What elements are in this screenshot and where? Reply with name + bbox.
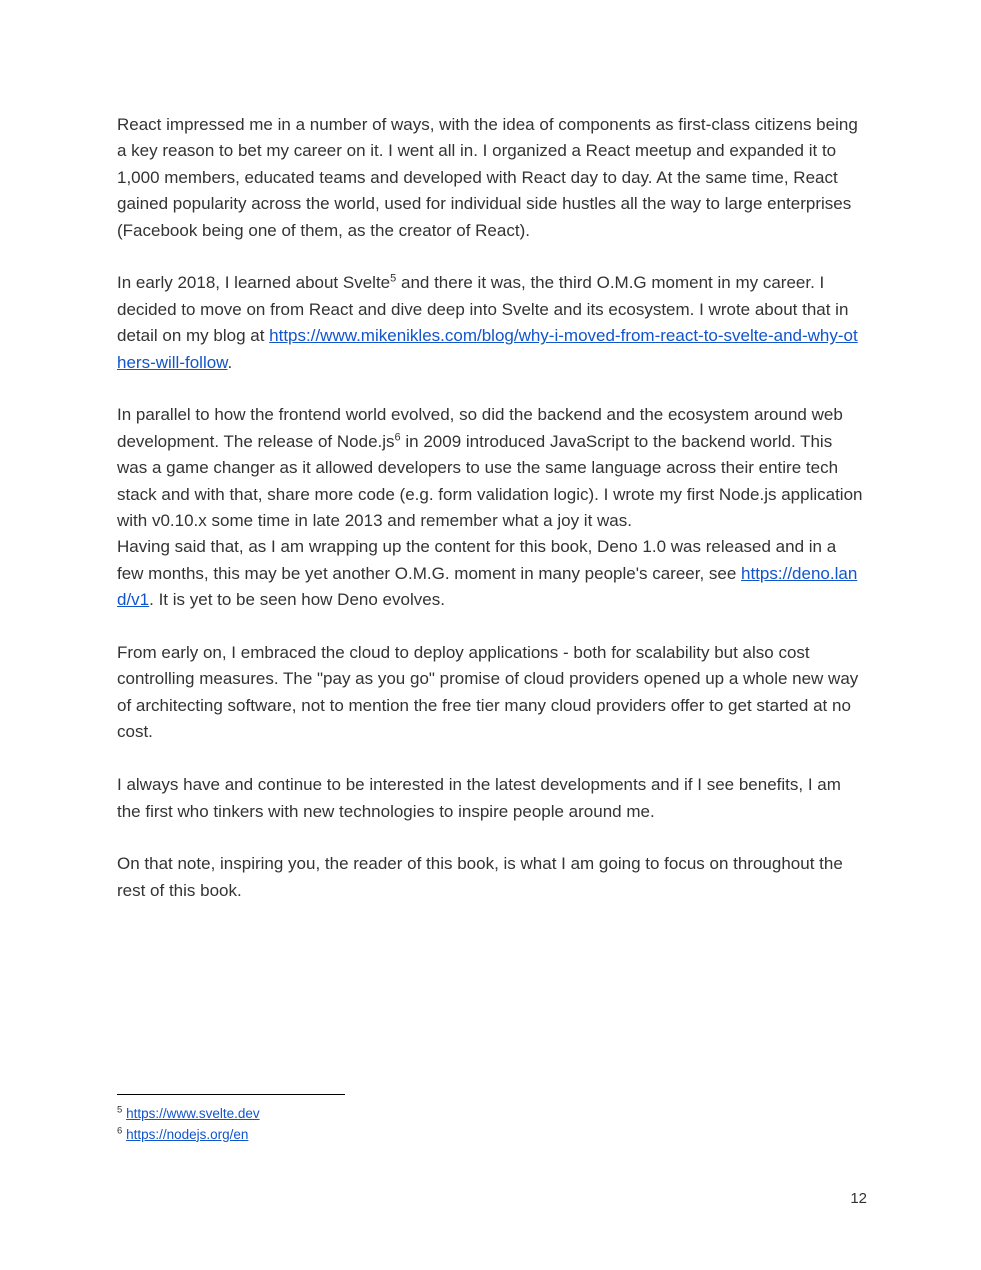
text-run: Having said that, as I am wrapping up the content for this book, Deno 1.0 was released and in a few months, this may be yet another O.M.G. moment in many people's career, see: [117, 537, 837, 583]
paragraph: [117, 772, 867, 825]
paragraph: [117, 851, 867, 904]
text-run: In parallel to how the frontend world evolved, so did the backend and the ecosystem around web development. The release of Node.js: [117, 405, 843, 451]
footnote-reference: 6: [394, 431, 401, 444]
footnote-marker: 5: [117, 1104, 123, 1116]
text-run: I always have and continue to be interested in the latest developments and if I see benefits, I am the first who tinkers with new technologies to inspire people around me.: [117, 775, 841, 821]
document-body: [117, 112, 867, 931]
footnote-marker: 6: [117, 1125, 123, 1136]
text-run: in 2009 introduced JavaScript to the backend world. This was a game changer as it allowed developers to use the same language across their entire tech stack and with that, share more code (e.g. form validation logic). I wrote my first Node.js application with v0.10.x some time in late 2013 and remember what a joy it was.: [117, 431, 863, 531]
text-run: From early on, I embraced the cloud to deploy applications - both for scalability but also cost controlling measures. The "pay as you go" promise of cloud providers opened up a whole new way of architecting software, not to mention the free tier many cloud providers offer to get started at no cost.: [117, 643, 859, 742]
paragraph: [117, 640, 867, 746]
paragraph: [117, 112, 867, 244]
footnote: [117, 1125, 867, 1146]
page-number: 12: [850, 1190, 867, 1207]
paragraph: [117, 402, 867, 613]
text-run: and there it was, the third O.M.G moment in my career. I decided to move on from React and dive deep into Svelte and its ecosystem. I wrote about that in detail on my blog at: [117, 273, 849, 346]
footnote-link[interactable]: https://www.svelte.dev: [126, 1106, 260, 1121]
text-run: . It is yet to be seen how Deno evolves.: [149, 590, 445, 610]
footnote-reference: 5: [390, 272, 397, 285]
hyperlink[interactable]: https://deno.land/v1: [117, 563, 858, 610]
footnotes-section: [117, 1094, 867, 1145]
text-run: React impressed me in a number of ways, with the idea of components as first-class citizens being a key reason to bet my career on it. I went all in. I organized a React meetup and expanded it to 1,000 members, educated teams and developed with React day to day. At the same time, React gained popularity across the world, used for individual side hustles all the way to large enterprises (Facebook being one of them, as the creator of React).: [117, 115, 858, 240]
text-run: In early 2018, I learned about Svelte: [117, 273, 391, 293]
paragraph: [117, 270, 867, 376]
footnote: [117, 1104, 867, 1125]
footnote-separator: [117, 1094, 345, 1095]
footnote-link[interactable]: https://nodejs.org/en: [126, 1126, 249, 1142]
text-run: On that note, inspiring you, the reader of this book, is what I am going to focus on throughout the rest of this book.: [117, 854, 843, 900]
hyperlink[interactable]: https://www.mikenikles.com/blog/why-i-moved-from-react-to-svelte-and-why-others-will-follow: [117, 326, 858, 372]
text-run: .: [227, 352, 233, 372]
footnotes-list: [117, 1104, 867, 1145]
